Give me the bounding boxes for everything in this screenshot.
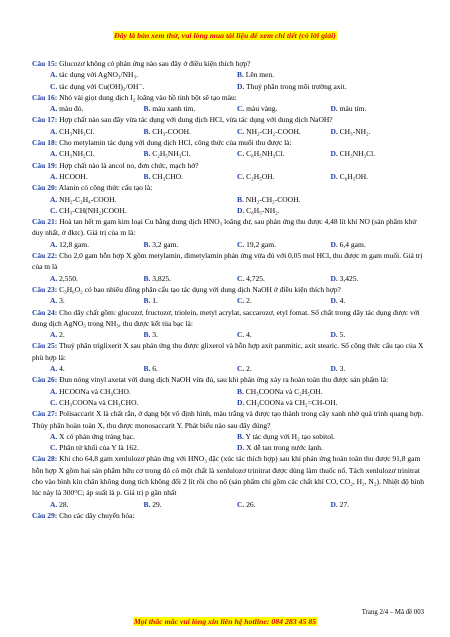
answer-option[interactable] [237,81,424,92]
question-text [32,374,424,385]
option-text: Lên men. [245,70,275,80]
answer-option[interactable] [331,239,425,250]
option-text: C₆H₅OH. [339,171,369,181]
option-letter: C. [237,104,245,114]
option-text: 5. [339,330,346,340]
option-letter: A. [50,171,58,181]
question [32,216,424,250]
question [32,250,424,284]
option-letter: A. [50,239,58,249]
answer-option[interactable] [331,499,425,510]
option-text: 19,2 gam. [246,239,276,249]
option-text: NH₂-CH₂-COOH. [245,194,301,204]
option-text: CH₃COONa và C₂H₅OH. [245,386,323,396]
option-letter: C. [237,239,245,249]
answer-option[interactable] [331,103,425,114]
option-text: màu tím. [339,104,367,114]
question-list [32,58,424,521]
option-text: CH₃COONa và CH₃CHO. [59,397,139,407]
option-letter: B. [143,149,151,159]
option-letter: C. [237,364,245,374]
option-letter: D. [330,499,338,509]
question-body: Cho metylamin tác dụng với dung dịch HCl, công thức của muối thu được là: [59,138,292,148]
answer-option[interactable] [237,273,331,284]
answer-option[interactable] [144,273,238,284]
option-text: 6,4 gam. [339,239,366,249]
option-letter: B. [237,431,244,441]
option-row [32,239,424,250]
answer-option[interactable] [144,126,238,137]
option-letter: D. [237,443,245,453]
question-label: Câu 17: [32,115,58,125]
option-letter: B. [237,194,244,204]
answer-option[interactable] [331,273,425,284]
option-text: 3. [339,364,346,374]
answer-option[interactable] [144,171,238,182]
option-text: CH₃CHO. [152,171,184,181]
question-label: Câu 23: [32,284,58,294]
option-text: Y tác dụng với H₂ tạo sobitol. [245,431,335,441]
answer-option[interactable] [144,499,238,510]
answer-option[interactable] [331,148,425,159]
option-text: 4,725. [246,273,265,283]
question-text [32,137,424,148]
question [32,284,424,307]
answer-option[interactable] [50,431,237,442]
option-text: 29. [152,499,162,509]
answer-option[interactable] [237,295,331,306]
option-row [32,363,424,374]
question [32,160,424,183]
option-letter: D. [330,126,338,136]
option-row [32,194,424,205]
answer-option[interactable] [331,126,425,137]
question-body: Glucozơ không có phản ứng nào sau đây ở điều kiện thích hợp? [59,59,251,68]
hotline-banner [0,617,450,626]
question-label: Câu 15: [32,59,58,68]
question-label: Câu 18: [32,138,58,148]
option-row [32,69,424,80]
option-text: màu vàng. [246,104,278,114]
option-letter: C. [237,330,245,340]
option-letter: B. [143,499,151,509]
question-label: Câu 27: [32,409,58,419]
answer-option[interactable] [50,81,237,92]
question-text [32,92,424,103]
answer-option[interactable] [50,148,144,159]
option-row [32,148,424,159]
option-letter: A. [50,499,58,509]
question-body: Hợp chất nào sau đây vừa tác dụng với dung dịch HCl, vừa tác dụng với dung dịch NaOH? [59,115,333,125]
option-text: 3,425. [339,273,359,283]
answer-option[interactable] [237,205,424,216]
option-letter: B. [143,171,151,181]
option-letter: A. [50,431,58,441]
option-letter: A. [50,194,58,204]
option-letter: C. [50,443,58,453]
answer-option[interactable] [331,295,425,306]
option-letter: C. [237,149,245,159]
option-letter: D. [330,149,338,159]
answer-option[interactable] [237,126,331,137]
option-letter: A. [50,126,58,136]
question-label: Câu 24: [32,307,58,317]
answer-option[interactable] [237,329,331,340]
question-body: Polisaccarit X là chất rắn, ở dạng bột vô định hình, màu trắng và được tạo thành trong cây xanh nhờ quá trình quang hợp. Thủy phân hoàn toàn X, thu được monosaccarit Y. Phát biểu nào sau đây đúng? [32,409,424,430]
option-letter: A. [50,296,58,306]
option-letter: B. [143,104,151,114]
answer-option[interactable] [50,363,144,374]
answer-option[interactable] [50,205,237,216]
answer-option[interactable] [237,103,331,114]
option-letter: B. [143,273,151,283]
option-letter: C. [237,499,245,509]
question-label: Câu 25: [32,341,58,351]
question-text [32,160,424,171]
preview-banner [0,31,450,40]
question [32,408,424,453]
option-text: CH₃NH₂Cl. [59,149,95,159]
option-text: 3. [59,296,65,306]
option-text: CH₃NH₃Cl. [339,149,376,159]
option-text: tác dụng với AgNO₃/NH₃. [59,70,138,80]
option-letter: A. [50,330,58,340]
answer-option[interactable] [50,499,144,510]
answer-option[interactable] [50,69,237,80]
answer-option[interactable] [50,397,237,408]
answer-option[interactable] [237,239,331,250]
question-label: Câu 22: [32,251,58,261]
option-row [32,386,424,397]
option-text: tác dụng với Cu(OH)₂/OH⁻. [59,81,145,91]
option-text: 2. [246,364,252,374]
option-text: 3,2 gam. [152,239,179,249]
option-letter: B. [143,364,151,374]
question-label: Câu 19: [32,160,58,170]
option-text: 28. [59,499,69,509]
option-letter: C. [237,296,245,306]
question [32,114,424,137]
option-text: 1. [152,296,158,306]
answer-option[interactable] [50,239,144,250]
option-letter: A. [50,149,58,159]
question-label: Câu 28: [32,454,58,464]
answer-option[interactable] [237,148,331,159]
option-text: 3. [152,330,158,340]
answer-option[interactable] [237,363,331,374]
option-row [32,442,424,453]
question-text [32,510,424,521]
option-letter: C. [50,397,58,407]
option-text: Phân tử khối của Y là 162. [59,443,139,453]
option-text: HCOONa và CH₃CHO. [59,386,131,396]
question-label: Câu 21: [32,217,58,227]
answer-option[interactable] [331,329,425,340]
answer-option[interactable] [237,171,331,182]
option-letter: B. [237,386,244,396]
option-text: C₆H₅NH₃Cl. [246,149,285,159]
option-letter: B. [143,330,151,340]
answer-option[interactable] [50,329,144,340]
question-body: Cho 2,0 gam hỗn hợp X gồm metylamin, đimetylamin phản ứng vừa đủ với 0,05 mol HCl, thu được m gam muối. Giá trị của m là [32,251,423,272]
question [32,182,424,216]
option-letter: B. [143,239,151,249]
question-label: Câu 26: [32,375,58,385]
option-letter: D. [330,239,338,249]
option-text: CH₃NH₃Cl. [59,126,95,136]
question-body: Nhỏ vài giọt dung dịch I₂ loãng vào hồ tinh bột sẽ tạo màu: [59,92,237,102]
question-body: C₃H₆O₂ có bao nhiêu đồng phân cấu tạo tác dụng với dung dịch NaOH ở điều kiện thích hợp? [59,284,341,294]
option-row [32,273,424,284]
option-row [32,397,424,408]
question-body: Đun nóng vinyl axetat với dung dịch NaOH vừa đủ, sau khi phản ứng xảy ra hoàn toàn thu được sản phẩm là: [59,375,389,385]
option-letter: A. [50,70,58,80]
option-text: X có phản ứng tráng bạc. [59,431,135,441]
option-text: 3,825. [152,273,172,283]
option-text: CH₃-COOH. [152,126,191,136]
option-letter: D. [330,273,338,283]
question-text [32,340,424,363]
answer-option[interactable] [237,194,424,205]
answer-option[interactable] [50,273,144,284]
option-letter: B. [237,70,244,80]
option-letter: D. [330,364,338,374]
question-body: Alanin có công thức cấu tạo là: [58,183,153,193]
answer-option[interactable] [237,431,424,442]
answer-option[interactable] [237,499,331,510]
answer-option[interactable] [144,148,238,159]
option-text: 4. [59,364,65,374]
answer-option[interactable] [50,295,144,306]
option-row [32,431,424,442]
option-letter: D. [330,104,338,114]
option-text: 4. [246,330,252,340]
answer-option[interactable] [331,171,425,182]
option-letter: D. [237,397,245,407]
preview-banner-text: Đây là bản xem thử, vui lòng mua tài liệu để xem chi tiết (có lời giải) [114,31,336,40]
option-letter: B. [143,296,151,306]
question-label: Câu 16: [32,92,58,102]
question-body: Khi cho 64,8 gam xenlulozơ phản ứng với HNO₃ đặc (xúc tác thích hợp) sau khi phản ứng hoàn toàn thu được 91,8 gam hỗn hợp X gồm hai sản phẩm hữu cơ trong đó có một chất là xenlulozơ trinitrat được dùng làm thuốc nổ. Tách xenlulozơ trinitrat cho vào bình kín chân không dung tích không đổi 2 lít rồi cho nổ (sản phẩm chỉ gồm các chất khí CO, CO₂, H₂, N₂). Nhiệt độ bình lúc này là 300°C; áp suất là p. Giá trị p gần nhất [32,454,424,498]
option-letter: A. [50,364,58,374]
question [32,453,424,509]
option-text: CH₃-CH(NH₂)COOH. [59,205,127,215]
answer-option[interactable] [50,442,237,453]
option-row [32,126,424,137]
option-letter: C. [50,81,58,91]
option-text: C₂H₅OH. [246,171,275,181]
answer-option[interactable] [50,126,144,137]
answer-option[interactable] [237,442,424,453]
option-text: 4. [339,296,346,306]
option-letter: A. [50,273,58,283]
answer-option[interactable] [331,363,425,374]
option-text: NH₂-CH₂-COOH. [246,126,301,136]
option-text: 2,550. [59,273,78,283]
question [32,58,424,92]
page-number: Trang 2/4 – Mã đề 003 [361,609,424,616]
answer-option[interactable] [144,295,238,306]
question [32,307,424,341]
hotline-banner-text: Mọi thắc mắc vui lòng xin liên hệ hotline: 084 283 45 85 [133,617,317,626]
option-row [32,205,424,216]
option-letter: D. [237,205,245,215]
question-label: Câu 29: [32,510,58,520]
option-text: màu xanh tím. [152,104,196,114]
question-body: Hợp chất nào là ancol no, đơn chức, mạch hở? [59,160,199,170]
option-text: C₆H₅-NH₂. [246,205,280,215]
question-body: Cho dãy chất gồm: glucozơ, fructozơ, triolein, metyl acrylat, saccarozơ, etyl fomat. Số chất trong dãy tác dụng được với dung dịch AgNO₃ trong NH₃, thu được kết tủa bạc là: [32,307,420,328]
option-letter: C. [50,205,58,215]
option-row [32,81,424,92]
question-text [32,114,424,125]
answer-option[interactable] [144,329,238,340]
question-body: Hoà tan hết m gam kim loại Cu bằng dung dịch HNO₃ loãng dư, sau phản ứng thu được 4,48 lít khí NO (sản phẩm khử duy nhất, ở đktc). Giá trị của m là: [32,217,417,238]
option-letter: D. [237,81,245,91]
option-row [32,171,424,182]
question-text [32,453,424,498]
question [32,510,424,521]
answer-option[interactable] [237,386,424,397]
option-letter: A. [50,104,58,114]
answer-option[interactable] [237,69,424,80]
option-row [32,499,424,510]
question [32,137,424,160]
option-text: 2. [59,330,65,340]
answer-option[interactable] [144,239,238,250]
option-letter: B. [143,126,151,136]
question [32,340,424,374]
option-text: C₂H₅NH₃Cl. [152,149,191,159]
answer-option[interactable] [144,103,238,114]
option-letter: C. [237,126,245,136]
option-text: Thuỷ phân trong môi trường axit. [246,81,347,91]
option-text: 12,8 gam. [59,239,89,249]
option-text: CH₃-NH₂. [339,126,371,136]
option-letter: C. [237,273,245,283]
option-letter: C. [237,171,245,181]
option-letter: D. [330,330,338,340]
question-text [32,216,424,239]
answer-option[interactable] [144,363,238,374]
question-text [32,182,424,193]
question-label: Câu 20: [32,183,58,193]
question [32,92,424,115]
question-text [32,307,424,330]
option-row [32,103,424,114]
option-row [32,329,424,340]
option-letter: D. [330,296,338,306]
answer-option[interactable] [50,386,237,397]
option-text: 2. [246,296,252,306]
question-text [32,284,424,295]
option-text: HCOOH. [59,171,88,181]
option-text: X dễ tan trong nước lạnh. [246,443,323,453]
question-body: Thuỷ phân triglixerit X sau phản ứng thu được glixerol và hỗn hợp axit panmitic, axit stearic. Số công thức cấu tạo của X phù hợp là: [32,341,424,362]
option-text: CH₃COONa và CH₂=CH-OH. [246,397,338,407]
question-text [32,250,424,273]
answer-option[interactable] [50,103,144,114]
question-text [32,408,424,431]
option-row [32,295,424,306]
answer-option[interactable] [50,171,144,182]
question-body: Cho các dãy chuyển hóa: [59,510,135,520]
option-text: 6. [152,364,158,374]
option-text: màu đỏ. [59,104,84,114]
option-text: 26. [246,499,256,509]
answer-option[interactable] [50,194,237,205]
answer-option[interactable] [237,397,424,408]
option-letter: A. [50,386,58,396]
question-text [32,58,424,69]
question [32,374,424,408]
option-text: NH₂-C₂H₄-COOH. [59,194,117,204]
option-text: 27. [339,499,350,509]
option-letter: D. [330,171,338,181]
